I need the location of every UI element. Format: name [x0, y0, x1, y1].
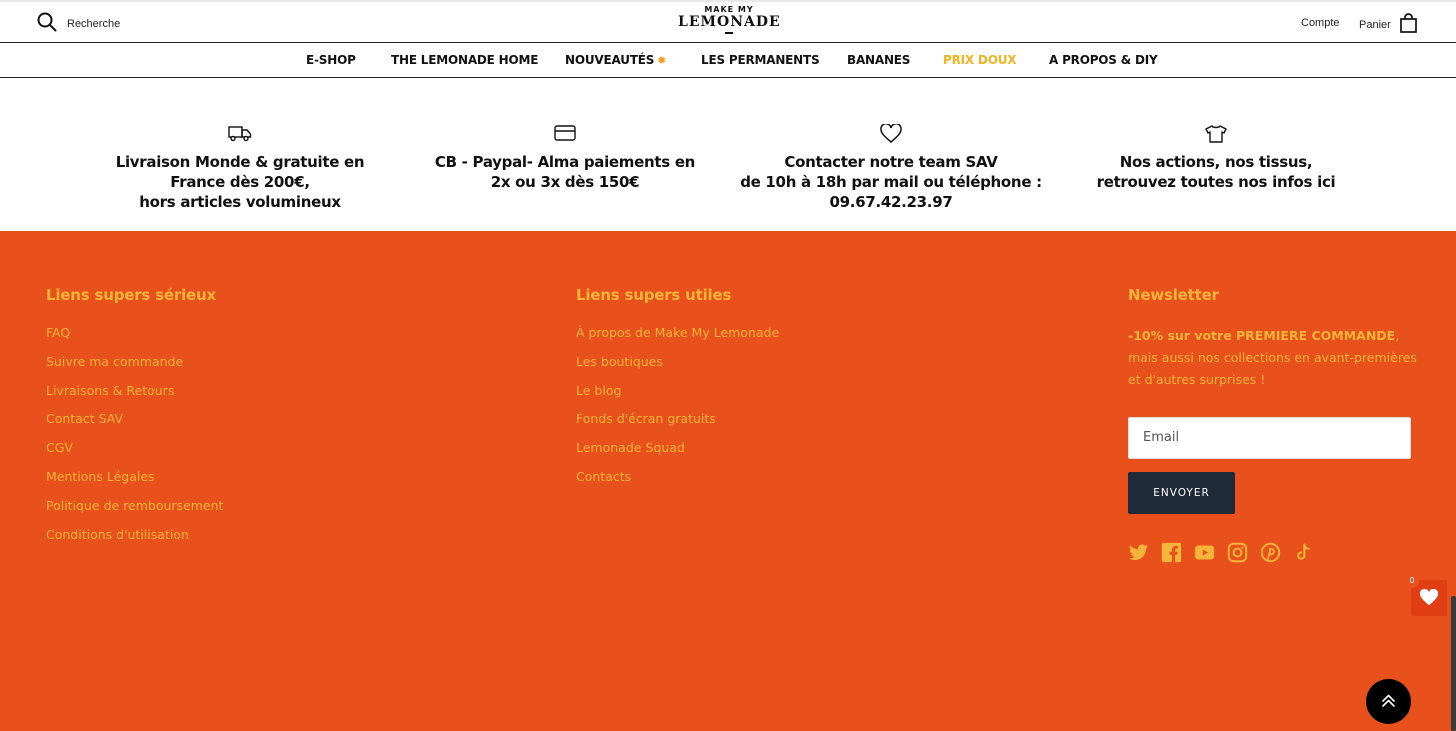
nav-item-prix-doux[interactable]: PRIX DOUX — [943, 53, 1017, 67]
main-navigation — [0, 43, 1456, 78]
footer-link-legal[interactable]: Mentions Légales — [46, 468, 155, 484]
feature-info-text: Nos actions, nos tissus, retrouvez toutes nos infos ici — [1096, 153, 1336, 191]
footer-col-serious-title: Liens supers sérieux — [46, 286, 216, 304]
cart-label: Panier — [1359, 18, 1391, 31]
nav-item-nouveautes-label: NOUVEAUTÉS — [565, 53, 655, 67]
newsletter-promo-rest: , mais aussi nos collections en avant-premières et d'autres surprises ! — [1128, 328, 1417, 387]
newsletter-title: Newsletter — [1128, 286, 1219, 304]
back-to-top-button[interactable] — [1366, 679, 1411, 724]
footer-link-faq[interactable]: FAQ — [46, 325, 71, 340]
cart-button[interactable] — [1359, 13, 1417, 36]
search-button[interactable] — [37, 12, 120, 36]
logo-underline — [725, 32, 733, 34]
nav-item-lemonade-home[interactable]: THE LEMONADE HOME — [391, 53, 539, 67]
tshirt-icon — [1084, 124, 1348, 146]
footer-link-blog[interactable]: Le blog — [576, 382, 622, 398]
feature-contact-text: Contacter notre team SAV de 10h à 18h par mail ou téléphone : 09.67.42.23.97 — [740, 153, 1042, 211]
feature-shipping-text: Livraison Monde & gratuite en France dès 200€, hors articles volumineux — [115, 153, 365, 211]
footer-link-contact-sav[interactable]: Contact SAV — [46, 411, 124, 427]
newsletter-description — [1128, 325, 1418, 391]
footer-link-wallpapers[interactable]: Fonds d'écran gratuits — [576, 411, 716, 427]
nav-item-eshop[interactable]: E-SHOP — [306, 53, 356, 67]
footer-col-useful — [576, 286, 779, 498]
logo-main-text: LEMONADE — [678, 14, 781, 30]
search-label: Recherche — [67, 18, 121, 30]
heart-filled-icon — [1419, 589, 1439, 611]
wishlist-button[interactable] — [1409, 576, 1447, 616]
instagram-icon[interactable] — [1227, 542, 1248, 563]
footer-link-cgv[interactable]: CGV — [46, 440, 73, 456]
footer-link-about[interactable]: À propos de Make My Lemonade — [576, 325, 780, 340]
site-logo[interactable] — [678, 5, 780, 34]
feature-payment[interactable] — [418, 124, 712, 192]
tiktok-icon[interactable] — [1293, 542, 1314, 563]
shopping-bag-icon — [1400, 13, 1417, 36]
wishlist-count-badge: 0 — [1405, 574, 1419, 588]
footer-col-useful-title: Liens supers utiles — [576, 286, 732, 304]
nav-item-nouveautes[interactable] — [565, 53, 666, 67]
feature-contact[interactable] — [736, 124, 1046, 212]
page-scrollbar-thumb[interactable] — [1451, 596, 1456, 731]
sun-icon: ✹ — [657, 54, 667, 67]
reassurance-section — [0, 78, 1456, 231]
nav-item-bananes[interactable]: BANANES — [847, 53, 911, 67]
footer-col-serious — [46, 286, 223, 555]
search-icon — [37, 12, 57, 36]
newsletter-email-input[interactable]: Email — [1128, 417, 1411, 459]
social-links — [1128, 542, 1314, 563]
feature-shipping[interactable] — [103, 124, 377, 212]
nav-item-permanents[interactable]: LES PERMANENTS — [701, 53, 820, 67]
footer-link-refund-policy[interactable]: Politique de remboursement — [46, 497, 224, 513]
top-header — [0, 0, 1456, 43]
truck-icon — [103, 124, 377, 146]
site-footer — [0, 231, 1456, 731]
newsletter-promo: -10% sur votre PREMIERE COMMANDE — [1128, 328, 1396, 343]
footer-link-terms[interactable]: Conditions d'utilisation — [46, 526, 189, 542]
youtube-icon[interactable] — [1194, 542, 1215, 563]
credit-card-icon — [418, 124, 712, 146]
feature-info[interactable] — [1084, 124, 1348, 192]
logo-top-text: MAKE MY — [704, 5, 754, 14]
footer-col-newsletter — [1128, 286, 1418, 391]
facebook-icon[interactable] — [1161, 542, 1182, 563]
nav-item-a-propos[interactable]: A PROPOS & DIY — [1049, 53, 1158, 67]
footer-link-stores[interactable]: Les boutiques — [576, 353, 663, 369]
footer-link-contacts[interactable]: Contacts — [576, 468, 632, 484]
feature-payment-text: CB - Paypal- Alma paiements en 2x ou 3x dès 150€ — [434, 153, 696, 191]
account-link[interactable]: Compte — [1301, 17, 1340, 29]
pinterest-icon[interactable] — [1260, 542, 1281, 563]
heart-icon — [736, 124, 1046, 146]
footer-link-squad[interactable]: Lemonade Squad — [576, 440, 685, 456]
double-chevron-up-icon — [1381, 692, 1396, 713]
newsletter-submit-button[interactable]: ENVOYER — [1128, 472, 1235, 514]
twitter-icon[interactable] — [1128, 542, 1149, 563]
footer-link-shipping-returns[interactable]: Livraisons & Retours — [46, 382, 175, 398]
footer-link-order-tracking[interactable]: Suivre ma commande — [46, 353, 184, 369]
